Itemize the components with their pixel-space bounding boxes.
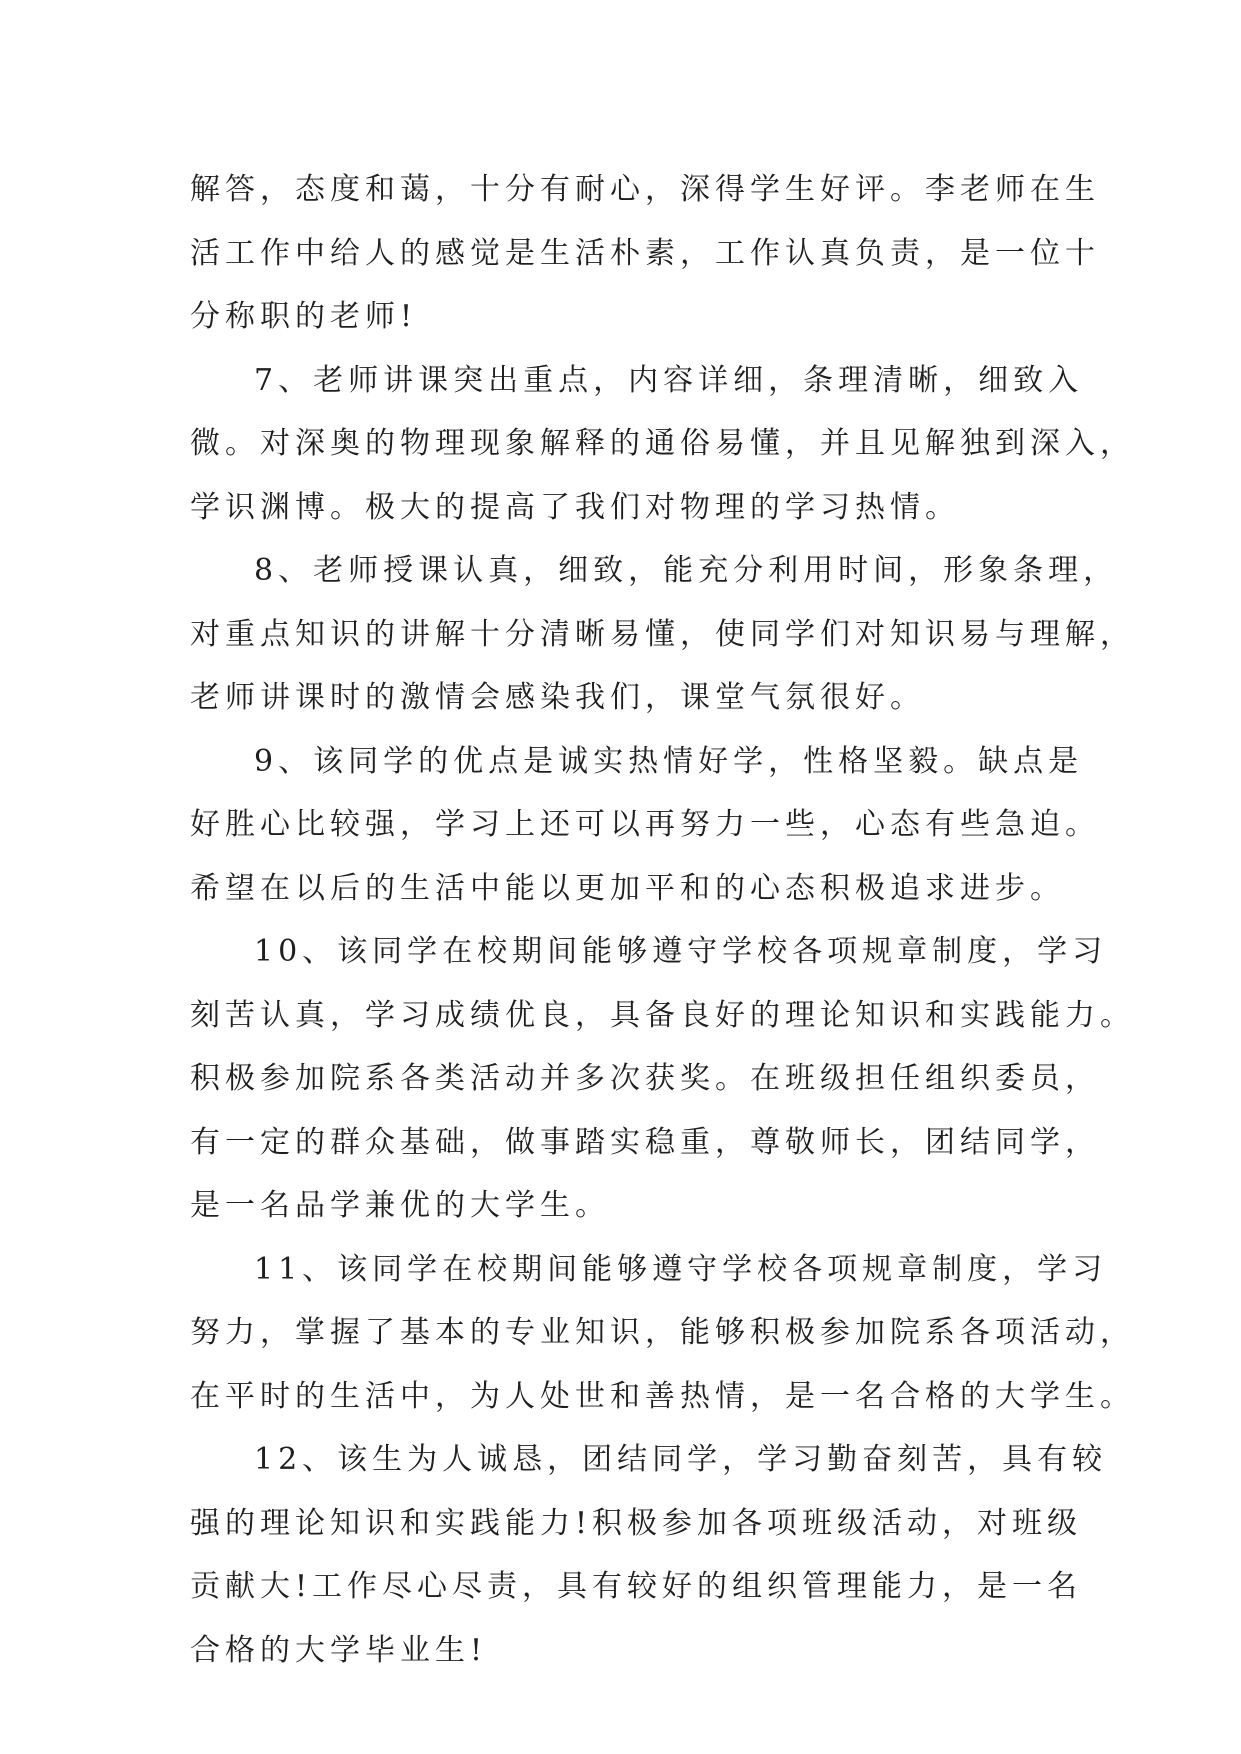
- text-line: 解答，态度和蔼，十分有耐心，深得学生好评。李老师在生: [190, 172, 1100, 207]
- paragraph-item-11: [190, 1238, 1135, 1429]
- text-line: 分称职的老师!: [190, 299, 418, 334]
- paragraph-item-7: [190, 349, 1135, 540]
- text-line: 10、该同学在校期间能够遵守学校各项规章制度，学习: [254, 934, 1108, 969]
- text-line: 12、该生为人诚恳，团结同学，学习勤奋刻苦，具有较: [254, 1442, 1108, 1477]
- document-body: [190, 158, 1135, 1682]
- text-line: 7、老师讲课突出重点，内容详细，条理清晰，细致入: [254, 362, 1084, 398]
- text-line: 希望在以后的生活中能以更加平和的心态积极追求进步。: [190, 870, 1065, 906]
- text-line: 8、老师授课认真，细致，能充分利用时间，形象条理，: [254, 553, 1119, 588]
- text-line: 在平时的生活中，为人处世和善热情，是一名合格的大学生。: [190, 1378, 1135, 1414]
- text-line: 有一定的群众基础，做事踏实稳重，尊敬师长，团结同学，: [190, 1124, 1100, 1160]
- text-line: 学识渊博。极大的提高了我们对物理的学习热情。: [190, 489, 960, 525]
- text-line: 强的理论知识和实践能力!积极参加各项班级活动，对班级: [190, 1505, 1083, 1541]
- text-line: 刻苦认真，学习成绩优良，具备良好的理论知识和实践能力。: [190, 997, 1135, 1033]
- text-line: 努力，掌握了基本的专业知识，能够积极参加院系各项活动，: [190, 1315, 1135, 1350]
- text-line: 9、该同学的优点是诚实热情好学，性格坚毅。缺点是: [254, 743, 1084, 779]
- text-line: 微。对深奥的物理现象解释的通俗易懂，并且见解独到深入，: [190, 426, 1135, 461]
- text-line: 贡献大!工作尽心尽责，具有较好的组织管理能力，是一名: [190, 1569, 1083, 1604]
- text-line: 好胜心比较强，学习上还可以再努力一些，心态有些急迫。: [190, 807, 1100, 842]
- text-line: 对重点知识的讲解十分清晰易懂，使同学们对知识易与理解，: [190, 616, 1135, 652]
- text-line: 是一名品学兼优的大学生。: [190, 1188, 610, 1223]
- paragraph-continuation: [190, 158, 1100, 349]
- paragraph-item-10: [190, 920, 1135, 1238]
- text-line: 合格的大学毕业生!: [190, 1632, 488, 1668]
- paragraph-item-9: [190, 730, 1100, 921]
- text-line: 老师讲课时的激情会感染我们，课堂气氛很好。: [190, 680, 925, 715]
- paragraph-item-12: [190, 1428, 1108, 1682]
- text-line: 活工作中给人的感觉是生活朴素，工作认真负责，是一位十: [190, 235, 1100, 271]
- paragraph-item-8: [190, 539, 1135, 730]
- text-line: 11、该同学在校期间能够遵守学校各项规章制度，学习: [254, 1251, 1108, 1287]
- text-line: 积极参加院系各类活动并多次获奖。在班级担任组织委员，: [190, 1061, 1100, 1096]
